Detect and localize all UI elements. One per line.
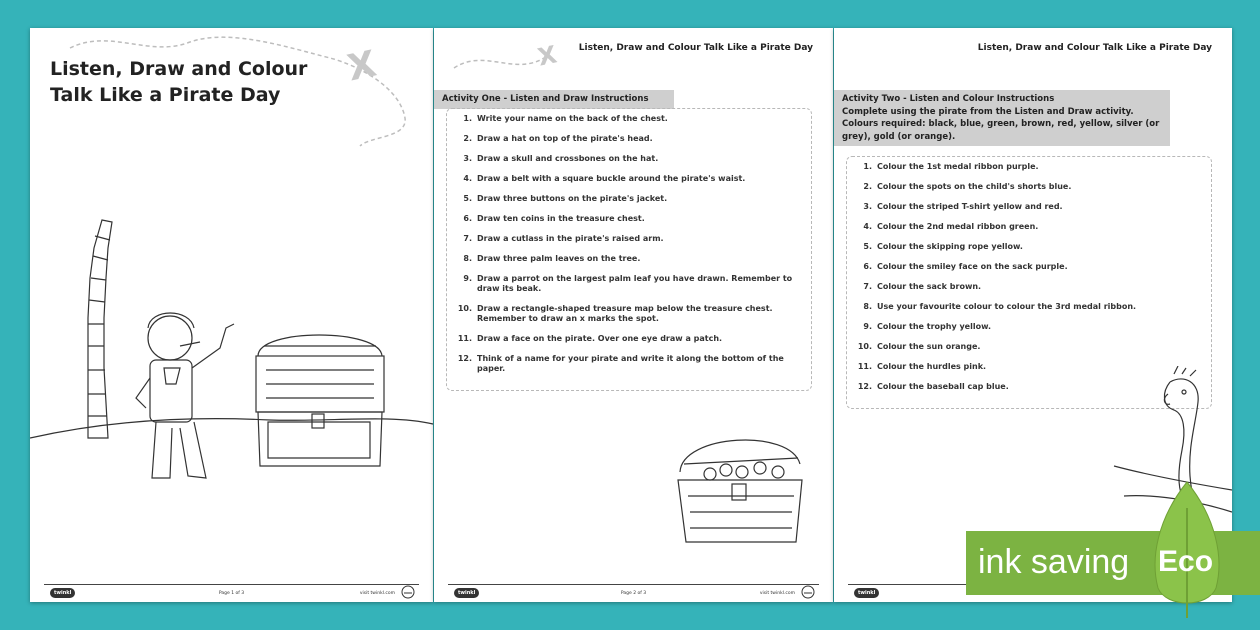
footer-site-text: visit twinkl.com <box>759 591 795 596</box>
instruction-item <box>855 302 1203 312</box>
ink-saving-label: ink saving <box>978 543 1130 581</box>
instruction-number: 1. <box>863 162 872 171</box>
worksheet-page-2 <box>434 28 833 602</box>
instruction-text: Colour the striped T-shirt yellow and red. <box>877 202 1063 211</box>
instruction-text: Draw a face on the pirate. Over one eye draw a patch. <box>477 334 723 343</box>
instruction-text: Think of a name for your pirate and write it along the bottom of the paper. <box>477 354 784 373</box>
instruction-number: 6. <box>463 214 472 223</box>
instruction-item <box>455 214 803 224</box>
instruction-item <box>855 162 1203 172</box>
page-header-title: Listen, Draw and Colour Talk Like a Pirate Day <box>977 43 1212 53</box>
instruction-item <box>455 354 803 374</box>
instruction-item <box>455 174 803 184</box>
instruction-number: 8. <box>863 302 872 311</box>
activity-two-colours: Colours required: black, blue, green, brown, red, yellow, silver (or grey), gold (or orange). <box>842 119 1160 142</box>
x-mark-icon: X <box>344 43 380 90</box>
instruction-item <box>455 304 803 324</box>
instruction-item <box>855 222 1203 232</box>
instruction-text: Colour the sun orange. <box>877 342 981 351</box>
instruction-item <box>455 234 803 244</box>
instruction-number: 9. <box>463 274 472 283</box>
instruction-number: 5. <box>863 242 872 251</box>
treasure-chest-with-coins-icon <box>670 424 810 548</box>
instruction-text: Write your name on the back of the chest. <box>477 114 668 123</box>
activity-one-heading: Activity One - Listen and Draw Instructions <box>434 90 674 109</box>
instruction-item <box>855 282 1203 292</box>
instruction-number: 12. <box>857 382 872 391</box>
instruction-number: 2. <box>863 182 872 191</box>
instruction-text: Draw a hat on top of the pirate's head. <box>477 134 653 143</box>
instruction-text: Colour the skipping rope yellow. <box>877 242 1023 251</box>
instruction-text: Colour the hurdles pink. <box>877 362 987 371</box>
pirate-coloring-illustration <box>30 188 433 488</box>
activity-two-heading <box>834 90 1170 146</box>
instructions-box <box>446 108 812 391</box>
instruction-text: Colour the 1st medal ribbon purple. <box>877 162 1039 171</box>
instruction-item <box>455 134 803 144</box>
instruction-text: Draw three palm leaves on the tree. <box>477 254 641 263</box>
instruction-item <box>855 182 1203 192</box>
instruction-number: 10. <box>857 342 872 351</box>
instruction-text: Colour the baseball cap blue. <box>877 382 1009 391</box>
twinkl-badge-icon <box>401 585 415 599</box>
instruction-item <box>855 242 1203 252</box>
worksheet-page-1 <box>30 28 433 602</box>
treasure-chest-icon <box>256 335 384 466</box>
instruction-text: Draw a cutlass in the pirate's raised arm. <box>477 234 664 243</box>
instruction-text: Draw a belt with a square buckle around the pirate's waist. <box>477 174 746 183</box>
footer-divider <box>44 584 419 585</box>
instruction-item <box>455 194 803 204</box>
instruction-text: Draw a parrot on the largest palm leaf you have drawn. Remember to draw its beak. <box>477 274 793 293</box>
twinkl-logo: twinkl <box>854 588 879 598</box>
twinkl-badge-icon <box>801 585 815 599</box>
instruction-number: 8. <box>463 254 472 263</box>
instruction-number: 11. <box>857 362 872 371</box>
instruction-text: Colour the spots on the child's shorts blue. <box>877 182 1072 191</box>
instruction-number: 4. <box>863 222 872 231</box>
instruction-item <box>455 334 803 344</box>
treasure-path-decoration <box>434 28 833 88</box>
instruction-item <box>855 322 1203 332</box>
instruction-number: 2. <box>463 134 472 143</box>
instruction-number: 6. <box>863 262 872 271</box>
x-mark-icon: X <box>535 40 560 72</box>
instruction-text: Colour the trophy yellow. <box>877 322 991 331</box>
instruction-text: Use your favourite colour to colour the 3rd medal ribbon. <box>877 302 1137 311</box>
instruction-text: Draw ten coins in the treasure chest. <box>477 214 645 223</box>
eco-label: Eco <box>1158 545 1214 578</box>
title-line-2: Talk Like a Pirate Day <box>50 84 281 106</box>
pirate-icon <box>136 313 234 478</box>
page-header-title: Listen, Draw and Colour Talk Like a Pirate Day <box>578 43 813 53</box>
activity-two-title: Activity Two - Listen and Colour Instructions <box>842 94 1055 104</box>
instruction-item <box>455 274 803 294</box>
twinkl-logo: twinkl <box>50 588 75 598</box>
instruction-text: Draw a skull and crossbones on the hat. <box>477 154 659 163</box>
page-number: Page 1 of 3 <box>218 591 245 596</box>
instruction-text: Draw three buttons on the pirate's jacket. <box>477 194 668 203</box>
instruction-item <box>855 262 1203 272</box>
page-footer <box>44 588 419 602</box>
instruction-number: 12. <box>457 354 472 363</box>
instruction-number: 5. <box>463 194 472 203</box>
instruction-number: 9. <box>863 322 872 331</box>
palm-tree-icon <box>88 220 112 438</box>
instruction-item <box>855 342 1203 352</box>
instruction-number: 7. <box>463 234 472 243</box>
instruction-number: 1. <box>463 114 472 123</box>
instruction-number: 7. <box>863 282 872 291</box>
page-footer <box>448 588 819 602</box>
instruction-item <box>455 114 803 124</box>
instruction-number: 11. <box>457 334 472 343</box>
footer-divider <box>448 584 819 585</box>
instructions-list <box>455 114 803 374</box>
twinkl-logo: twinkl <box>454 588 479 598</box>
instruction-number: 10. <box>457 304 472 313</box>
instruction-number: 3. <box>463 154 472 163</box>
instruction-text: Colour the smiley face on the sack purple. <box>877 262 1068 271</box>
title-line-1: Listen, Draw and Colour <box>50 58 308 80</box>
instruction-text: Draw a rectangle-shaped treasure map below the treasure chest. Remember to draw an x marks the spot. <box>477 304 773 323</box>
footer-site-text: visit twinkl.com <box>359 591 395 596</box>
page-number: Page 2 of 3 <box>620 591 647 596</box>
instruction-item <box>455 254 803 264</box>
instruction-number: 4. <box>463 174 472 183</box>
instruction-item <box>855 202 1203 212</box>
instruction-text: Colour the 2nd medal ribbon green. <box>877 222 1039 231</box>
activity-two-subtitle: Complete using the pirate from the Listen and Draw activity. <box>842 106 1134 117</box>
instructions-list <box>855 162 1203 392</box>
instruction-item <box>455 154 803 164</box>
instruction-number: 3. <box>863 202 872 211</box>
instruction-text: Colour the sack brown. <box>877 282 982 291</box>
